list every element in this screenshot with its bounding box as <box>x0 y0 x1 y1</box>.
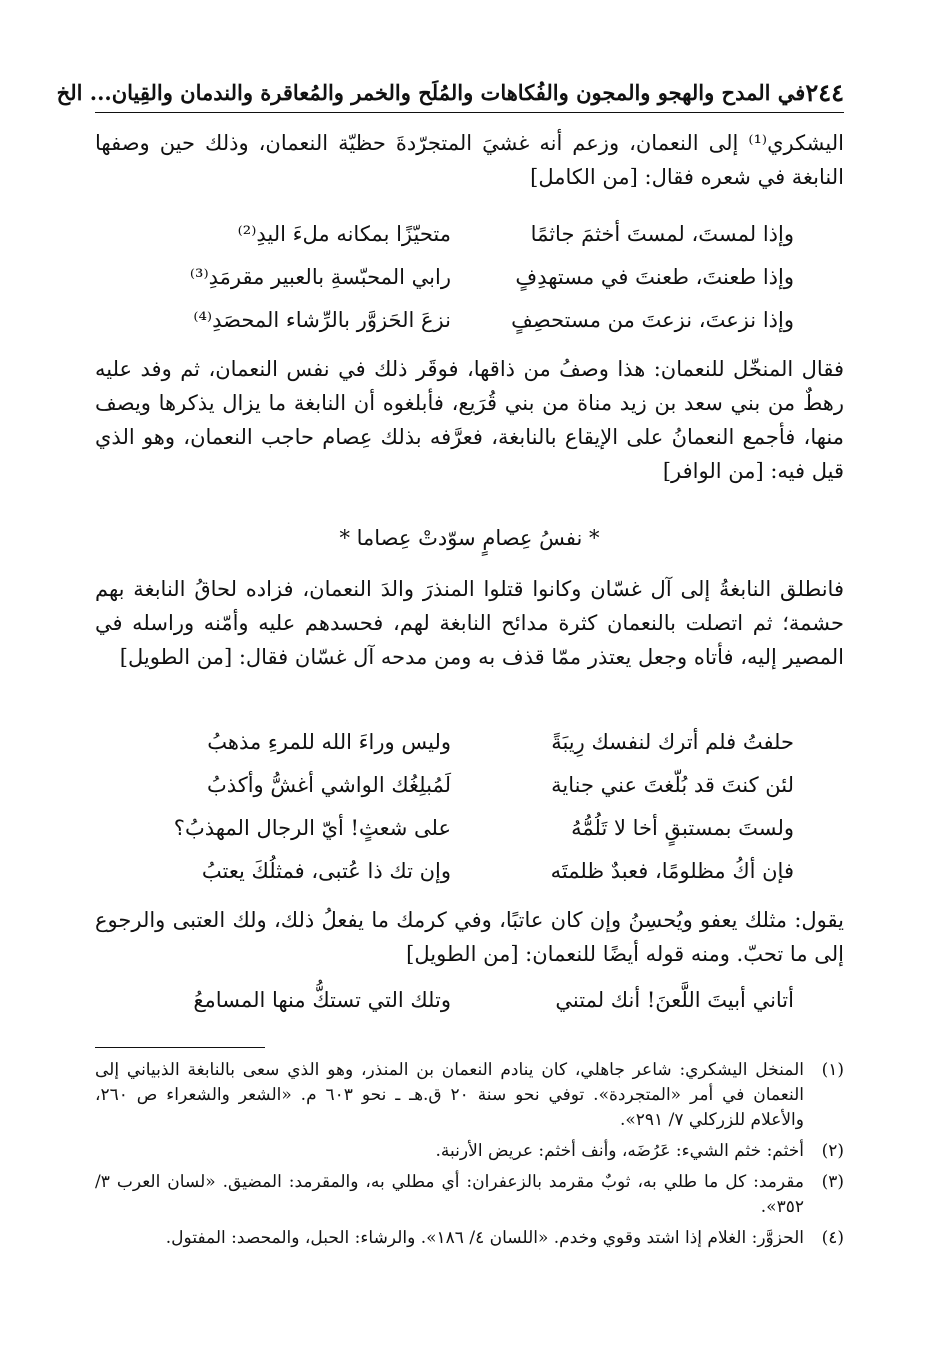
verse-line <box>95 308 844 351</box>
verse-line <box>95 222 844 265</box>
verse-line <box>95 859 844 902</box>
paragraph-3: فانطلق النابغةُ إلى آل غسّان وكانوا قتلوا المنذرَ والدَ النعمان، فزاده لحاقُ النابغة بهم حشمة؛ ثم اتصلت بالنعمان كثرة مدائح النابغة لهم، فحسدهم عليه وأمّنه وراسله في المصير إليه، فأتاه وجعل يعتذر ممّا قذف به ومن مدحه آل غسّان فقال: [من الطويل] <box>95 577 844 669</box>
paragraph-2: فقال المنخّل للنعمان: هذا وصفُ من ذاقها، فوقَر ذلك في نفس النعمان، ثم وفد عليه رهطٌ من بني سعد بن زيد مناة من بني قُرَيع، فأبلغوه أن النابغة ما يزال يذكرها ويصف منها، فأجمع النعمانُ على الإيقاع بالنابغة، فعرَّفه بذلك عِصام حاجب النعمان، وهو الذي قيل فيه: [من الوافر] <box>95 357 844 483</box>
header-title: في المدح والهجو والمجون والفُكاهات والمُلَح والخمر والمُعاقرة والندمان والقِيان... الخ <box>56 79 806 105</box>
book-page <box>56 0 844 1368</box>
running-header <box>56 72 844 113</box>
hemistich-second: لَمُبلِغُك الواشي أغشُّ وأكذبُ <box>206 773 451 797</box>
hemistich-second: متحيّزًا بمكانه ملءَ اليدِ⁽²⁾ <box>237 222 451 246</box>
footnote-text: المنخل اليشكري: شاعر جاهلي، كان ينادم النعمان بن المنذر، وهو الذي سعى بالنابغة الذبياني إلى النعمان في أمر «المتجردة». توفي نحو سنة ٢٠ ق.هـ ـ نحو ٦٠٣ م. «الشعر والشعراء ص ٢٦٠، والأعلام للزركلي ٧/ ٢٩١». <box>95 1060 804 1130</box>
page-number: ٢٤٤ <box>805 77 844 107</box>
hemistich-second: نزعَ الحَزوَّر بالرِّشاء المحصَدِ⁽⁴⁾ <box>193 308 451 332</box>
paragraph-4: يقول: مثلك يعفو ويُحسِنُ وإن كان عاتبًا، وفي كرمك ما يفعلُ ذلك، ولك العتبى والرجوع إلى ما تحبّ. ومنه قوله أيضًا للنعمان: [من الطويل] <box>95 908 844 966</box>
hemistich-first: أتاني أبيتَ اللَّعنَ! أنك لمتني <box>555 988 794 1012</box>
hemistich-first: وإذا طعنتَ، طعنتَ في مستهدِفٍ <box>515 265 794 289</box>
poem-3 <box>95 988 844 1031</box>
footnote-separator <box>95 1047 265 1048</box>
verse-line <box>95 730 844 773</box>
hemistich-second: وتلك التي تستكُّ منها المسامعُ <box>193 988 451 1012</box>
verse-line <box>95 773 844 816</box>
hemistich-first: لئن كنتَ قد بُلّغتَ عني جناية <box>551 773 794 797</box>
footnote-text: الحزوَّر: الغلام إذا اشتد وقوي وخدم. «اللسان ٤/ ١٨٦». والرشاء: الحبل، والمحصد: المفتول. <box>165 1228 804 1248</box>
centered-verse: * نفسُ عِصامٍ سوّدتْ عِصاما * <box>339 526 600 550</box>
footnote-number: (٤) <box>821 1228 844 1248</box>
poem-1 <box>95 222 844 351</box>
verse-line <box>95 265 844 308</box>
footnote-3 <box>95 1170 844 1220</box>
hemistich-first: حلفتُ فلم أترك لنفسك رِيبَةً <box>551 730 794 754</box>
hemistich-first: ولستَ بمستبقٍ أخا لا تَلُمُّهُ <box>571 816 794 840</box>
poem-2 <box>95 730 844 902</box>
verse-line <box>95 816 844 859</box>
hemistich-second: وليس وراءَ الله للمرءِ مذهبُ <box>207 730 451 754</box>
footnote-text: مقرمد: كل ما طلي به، ثوبٌ مقرمد بالزعفران: أي مطلي به، والمقرمد: المضيق. «لسان العرب ٣/ ٣٥٢». <box>95 1172 804 1217</box>
footnotes <box>95 1058 844 1257</box>
hemistich-first: وإذا نزعتَ، نزعتَ من مستحصِفٍ <box>511 308 794 332</box>
verse-line <box>95 988 844 1031</box>
footnote-number: (١) <box>821 1060 844 1080</box>
hemistich-second: رابي المحبّسةِ بالعبير مقرمَدِ⁽³⁾ <box>189 265 451 289</box>
hemistich-first: وإذا لمستَ، لمستَ أخثمَ جاثمًا <box>530 222 794 246</box>
hemistich-second: على شعثٍ! أيّ الرجال المهذبُ؟ <box>173 816 451 840</box>
footnote-4 <box>95 1226 844 1251</box>
footnote-2 <box>95 1139 844 1164</box>
footnote-number: (٢) <box>821 1141 844 1161</box>
footnote-number: (٣) <box>821 1172 844 1192</box>
footnote-1 <box>95 1058 844 1133</box>
footnote-text: أخثم: خثم الشيء: عَرُضَه، وأنف أخثم: عريض الأرنبة. <box>435 1141 804 1161</box>
hemistich-first: فإن أكُ مظلومًا، فعبدٌ ظلمتَه <box>550 859 794 883</box>
paragraph-1: اليشكري⁽¹⁾ إلى النعمان، وزعم أنه غشيَ المتجرّدةَ حظيّة النعمان، وذلك حين وصفها النابغة في شعره فقال: [من الكامل] <box>95 131 844 189</box>
hemistich-second: وإن تك ذا عُتبى، فمثلُكَ يعتبُ <box>201 859 451 883</box>
